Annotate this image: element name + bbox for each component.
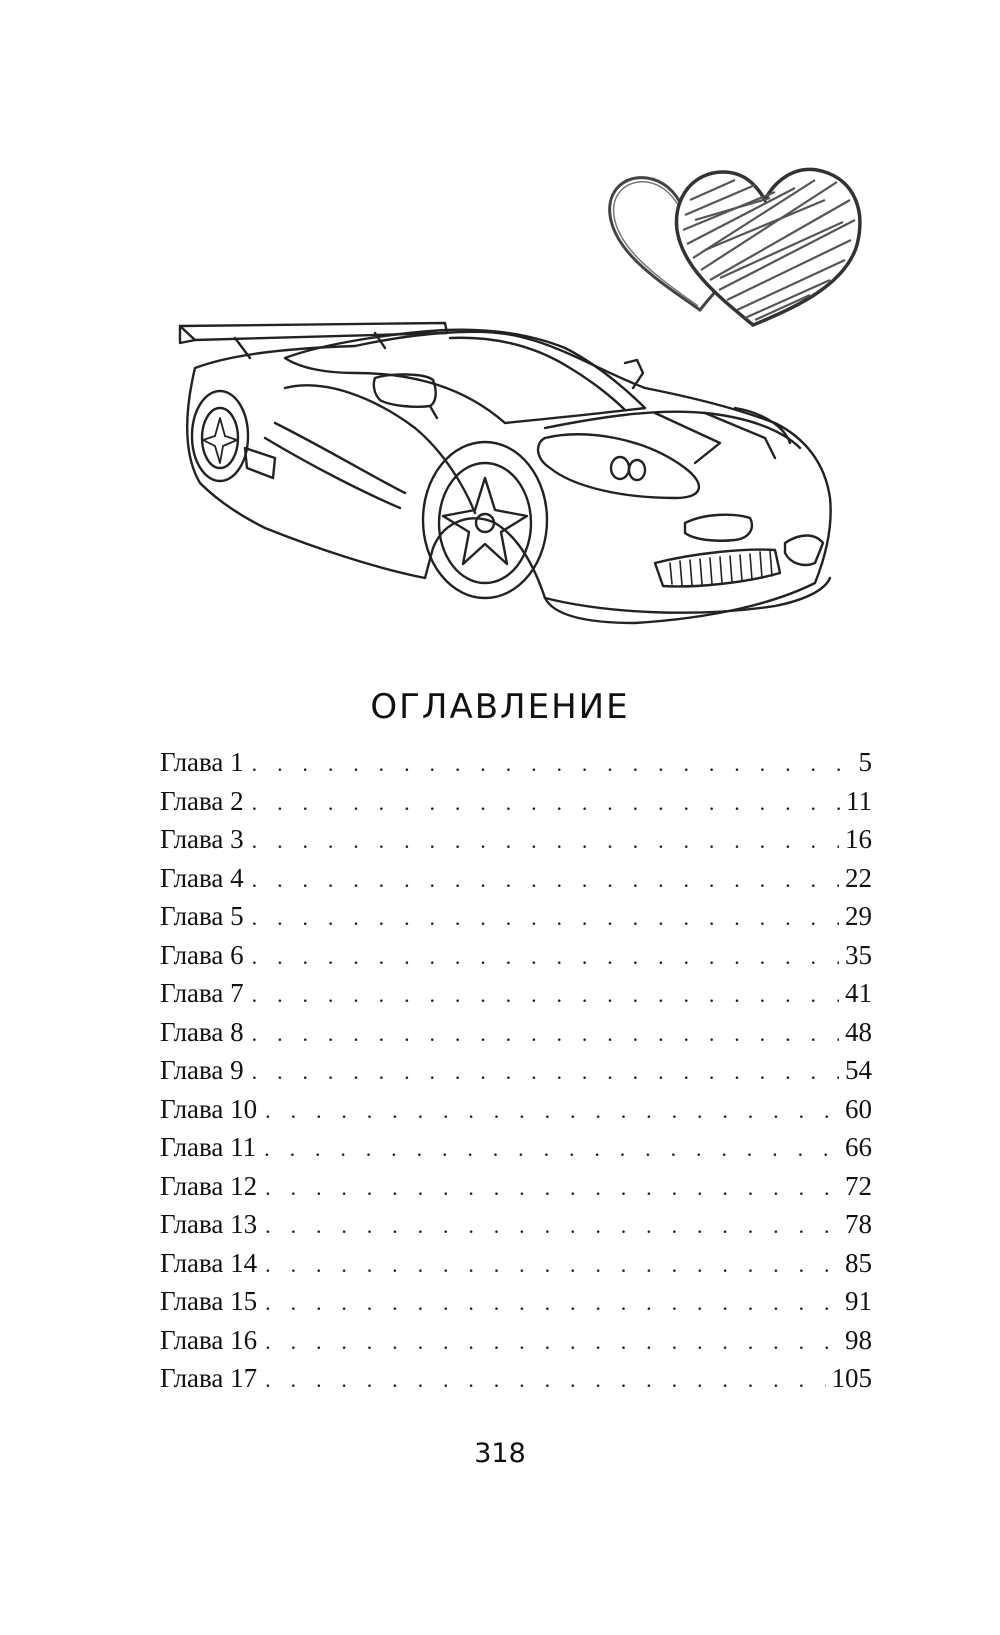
toc-entry xyxy=(160,936,872,975)
toc-entry-page: 41 xyxy=(845,978,872,1008)
toc-entry-label: Глава 7 xyxy=(160,978,244,1008)
toc-entry-label: Глава 16 xyxy=(160,1324,258,1355)
toc-entry-label: Глава 14 xyxy=(160,1247,258,1278)
toc-entry-page: 66 xyxy=(845,1132,872,1162)
toc-entry-page: 105 xyxy=(831,1363,872,1393)
toc-dot-leader xyxy=(265,1284,839,1323)
side-mirror xyxy=(374,374,436,406)
sports-car-illustration xyxy=(175,318,855,648)
toc-entry-page: 35 xyxy=(845,939,872,970)
toc-entry-label: Глава 9 xyxy=(160,1055,244,1085)
toc-dot-leader xyxy=(252,822,839,861)
toc-entry-page: 29 xyxy=(845,901,872,931)
toc-entry xyxy=(160,1205,872,1244)
headlight xyxy=(538,434,699,498)
toc-entry-page: 5 xyxy=(858,747,872,777)
toc-dot-leader xyxy=(265,1361,825,1400)
toc-entry-label: Глава 11 xyxy=(160,1132,257,1162)
toc-entry-label: Глава 4 xyxy=(160,862,244,893)
table-of-contents xyxy=(160,743,872,1398)
toc-entry-label: Глава 5 xyxy=(160,901,244,931)
toc-dot-leader xyxy=(252,861,839,900)
toc-entry-page: 78 xyxy=(845,1209,872,1239)
toc-entry xyxy=(160,1244,872,1283)
toc-entry xyxy=(160,743,872,782)
toc-entry-page: 91 xyxy=(845,1286,872,1316)
toc-entry xyxy=(160,897,872,936)
toc-entry-page: 72 xyxy=(845,1170,872,1201)
toc-entry-page: 85 xyxy=(845,1247,872,1278)
toc-entry xyxy=(160,1090,872,1129)
toc-dot-leader xyxy=(252,784,840,823)
toc-dot-leader xyxy=(265,1323,839,1362)
toc-entry-label: Глава 12 xyxy=(160,1170,258,1201)
toc-entry-label: Глава 17 xyxy=(160,1363,258,1393)
toc-entry xyxy=(160,1051,872,1090)
toc-entry xyxy=(160,1013,872,1052)
toc-entry xyxy=(160,1359,872,1398)
toc-dot-leader xyxy=(252,1015,839,1054)
page-number: 318 xyxy=(474,1438,526,1469)
car-body xyxy=(187,332,830,623)
toc-entry-label: Глава 3 xyxy=(160,824,244,854)
toc-entry xyxy=(160,1167,872,1206)
toc-entry xyxy=(160,1282,872,1321)
toc-entry-label: Глава 10 xyxy=(160,1093,258,1124)
toc-dot-leader xyxy=(265,1092,839,1131)
toc-entry xyxy=(160,974,872,1013)
toc-entry-label: Глава 6 xyxy=(160,939,244,970)
toc-dot-leader xyxy=(252,976,839,1015)
toc-entry-page: 22 xyxy=(845,862,872,893)
toc-dot-leader xyxy=(252,745,853,784)
toc-entry xyxy=(160,859,872,898)
toc-entry-page: 16 xyxy=(845,824,872,854)
toc-entry-label: Глава 13 xyxy=(160,1209,258,1239)
toc-entry-label: Глава 2 xyxy=(160,785,244,816)
toc-dot-leader xyxy=(265,1207,839,1246)
toc-dot-leader xyxy=(252,1053,839,1092)
toc-entry-page: 98 xyxy=(845,1324,872,1355)
toc-entry-label: Глава 1 xyxy=(160,747,244,777)
toc-entry-page: 11 xyxy=(846,785,872,816)
toc-entry-label: Глава 8 xyxy=(160,1016,244,1047)
toc-entry xyxy=(160,1321,872,1360)
toc-entry xyxy=(160,1128,872,1167)
toc-entry-page: 54 xyxy=(845,1055,872,1085)
toc-dot-leader xyxy=(252,938,839,977)
toc-dot-leader xyxy=(265,1246,839,1285)
toc-entry-page: 48 xyxy=(845,1016,872,1047)
toc-entry xyxy=(160,820,872,859)
toc-dot-leader xyxy=(265,1169,839,1208)
toc-entry-page: 60 xyxy=(845,1093,872,1124)
toc-entry xyxy=(160,782,872,821)
toc-dot-leader xyxy=(252,899,839,938)
toc-entry-label: Глава 15 xyxy=(160,1286,258,1316)
toc-dot-leader xyxy=(264,1130,839,1169)
toc-title: ОГЛАВЛЕНИЕ xyxy=(370,686,630,727)
